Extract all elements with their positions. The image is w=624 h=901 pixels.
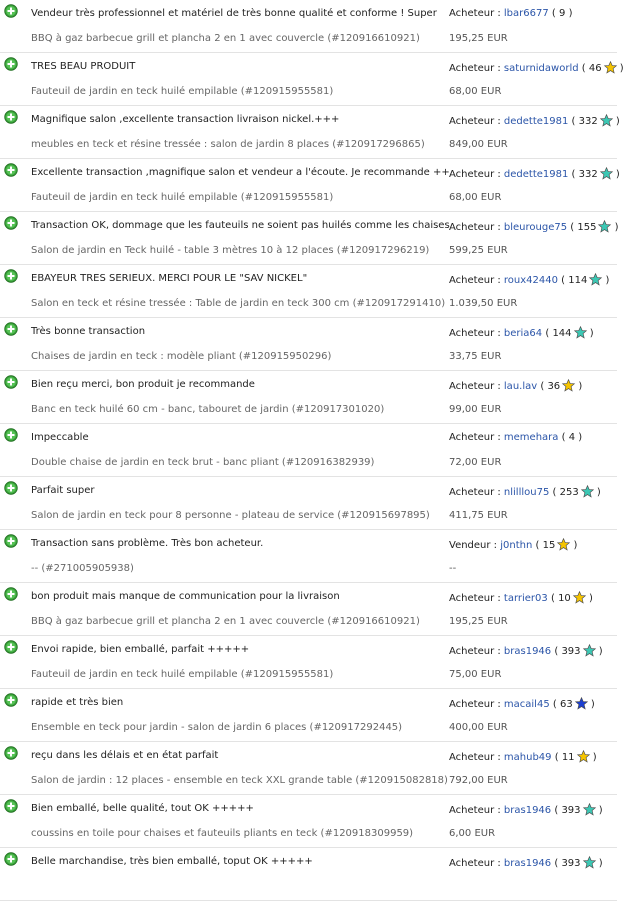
user-link[interactable]: saturnidaworld [503, 63, 579, 74]
user-link[interactable]: beria64 [503, 328, 543, 339]
counterparty-info [449, 220, 619, 233]
feedback-score[interactable]: 11 [561, 752, 575, 763]
counterparty-info [449, 591, 593, 604]
feedback-score[interactable]: 332 [578, 169, 598, 180]
score-open: ( [540, 381, 548, 392]
star-icon [583, 856, 596, 869]
role-label: Acheteur : [449, 63, 504, 74]
counterparty-info [449, 432, 582, 443]
price: 68,00 EUR [449, 192, 502, 203]
item-title[interactable]: Chaises de jardin en teck : modèle pliant (#120915950296) [31, 351, 332, 362]
user-link[interactable]: nlilllou75 [503, 487, 550, 498]
feedback-comment: Envoi rapide, bien emballé, parfait +++++ [31, 644, 250, 655]
price: 400,00 EUR [449, 722, 508, 733]
role-label: Acheteur : [449, 646, 504, 657]
score-open: ( [571, 169, 579, 180]
counterparty-info [449, 856, 603, 869]
item-title[interactable]: Double chaise de jardin en teck brut - banc pliant (#120916382939) [31, 457, 375, 468]
plus-circle-icon[interactable] [4, 481, 18, 495]
counterparty-info [449, 485, 601, 498]
role-label: Acheteur : [449, 487, 504, 498]
price: 75,00 EUR [449, 669, 502, 680]
price: 195,25 EUR [449, 33, 508, 44]
star-icon [557, 538, 570, 551]
user-link[interactable]: lbar6677 [503, 8, 549, 19]
feedback-row [0, 530, 617, 583]
feedback-row [0, 371, 617, 424]
feedback-score[interactable]: 46 [588, 63, 602, 74]
feedback-row [0, 106, 620, 159]
feedback-comment: Bien emballé, belle qualité, tout OK +++++ [31, 803, 254, 814]
score-open: ( [550, 593, 559, 604]
counterparty-info [449, 697, 595, 710]
score-close: ) [595, 805, 603, 816]
item-title[interactable]: -- (#271005905938) [31, 563, 134, 574]
score-close: ) [570, 540, 578, 551]
item-title[interactable]: meubles en teck et résine tressée : salon de jardin 8 places (#120917296865) [31, 139, 425, 150]
user-link[interactable]: macail45 [503, 699, 550, 710]
item-title[interactable]: Banc en teck huilé 60 cm - banc, tabouret de jardin (#120917301020) [31, 404, 385, 415]
counterparty-info [449, 326, 594, 339]
score-close: ) [586, 328, 594, 339]
plus-circle-icon[interactable] [4, 4, 18, 18]
feedback-row [0, 742, 617, 795]
price: 195,25 EUR [449, 616, 508, 627]
role-label: Acheteur : [449, 116, 504, 127]
user-link[interactable]: tarrier03 [503, 593, 548, 604]
feedback-score[interactable]: 63 [559, 699, 573, 710]
feedback-score[interactable]: 393 [561, 805, 581, 816]
star-icon [577, 750, 590, 763]
price: 6,00 EUR [449, 828, 496, 839]
score-close: ) [565, 8, 573, 19]
plus-circle-icon[interactable] [4, 587, 18, 601]
feedback-comment: Vendeur très professionnel et matériel de très bonne qualité et conforme ! Super [31, 8, 437, 19]
score-open: ( [552, 699, 560, 710]
score-open: ( [554, 858, 562, 869]
star-icon [583, 644, 596, 657]
feedback-row [0, 795, 617, 848]
feedback-comment: bon produit mais manque de communication pour la livraison [31, 591, 340, 602]
score-close: ) [612, 116, 620, 127]
score-close: ) [585, 593, 593, 604]
feedback-row [0, 583, 617, 636]
feedback-score[interactable]: 15 [542, 540, 556, 551]
price: 33,75 EUR [449, 351, 502, 362]
feedback-row [0, 265, 617, 318]
role-label: Acheteur : [449, 275, 504, 286]
item-title[interactable]: Ensemble en teck pour jardin - salon de jardin 6 places (#120917292445) [31, 722, 403, 733]
item-title[interactable]: Fauteuil de jardin en teck huilé empilable (#120915955581) [31, 192, 334, 203]
star-icon [604, 61, 617, 74]
user-link[interactable]: bras1946 [503, 858, 552, 869]
counterparty-info [449, 750, 597, 763]
user-link[interactable]: dedette1981 [503, 169, 569, 180]
score-open: ( [561, 275, 569, 286]
feedback-row [0, 477, 617, 530]
score-open: ( [545, 328, 553, 339]
score-close: ) [587, 699, 595, 710]
score-open: ( [561, 432, 569, 443]
role-label: Acheteur : [449, 169, 504, 180]
feedback-row [0, 212, 617, 265]
counterparty-info [449, 379, 582, 392]
plus-circle-icon[interactable] [4, 269, 18, 283]
price: 68,00 EUR [449, 86, 502, 97]
feedback-comment: Parfait super [31, 485, 95, 496]
role-label: Acheteur : [449, 381, 504, 392]
score-open: ( [535, 540, 543, 551]
user-link[interactable]: roux42440 [503, 275, 558, 286]
star-icon [573, 591, 586, 604]
star-icon [575, 697, 588, 710]
feedback-score[interactable]: 9 [559, 8, 566, 19]
price: 99,00 EUR [449, 404, 502, 415]
item-title[interactable]: Salon de jardin en Teck huilé - table 3 mètres 10 à 12 places (#120917296219) [31, 245, 430, 256]
role-label: Acheteur : [449, 432, 504, 443]
item-title[interactable]: Fauteuil de jardin en teck huilé empilable (#120915955581) [31, 669, 334, 680]
counterparty-info [449, 167, 620, 180]
plus-circle-icon[interactable] [4, 163, 18, 177]
star-icon [581, 485, 594, 498]
score-open: ( [581, 63, 589, 74]
price: 1.039,50 EUR [449, 298, 518, 309]
feedback-score[interactable]: 144 [552, 328, 572, 339]
item-title[interactable]: BBQ à gaz barbecue grill et plancha 2 en 1 avec couvercle (#120916610921) [31, 616, 420, 627]
feedback-score[interactable]: 253 [559, 487, 579, 498]
score-open: ( [554, 646, 562, 657]
item-title[interactable]: Salon de jardin en teck pour 8 personne - plateau de service (#120915697895) [31, 510, 430, 521]
feedback-score[interactable]: 4 [568, 432, 576, 443]
plus-circle-icon[interactable] [4, 640, 18, 654]
role-label: Vendeur : [449, 540, 501, 551]
feedback-row [0, 53, 624, 106]
feedback-comment: Bien reçu merci, bon produit je recommande [31, 379, 255, 390]
score-open: ( [571, 116, 579, 127]
user-link[interactable]: bras1946 [503, 646, 552, 657]
star-icon [600, 167, 613, 180]
price: 792,00 EUR [449, 775, 508, 786]
score-close: ) [611, 222, 619, 233]
score-open: ( [554, 805, 562, 816]
feedback-row [0, 318, 617, 371]
plus-circle-icon[interactable] [4, 57, 18, 71]
plus-circle-icon[interactable] [4, 852, 18, 866]
counterparty-info [449, 61, 624, 74]
price: 849,00 EUR [449, 139, 508, 150]
role-label: Acheteur : [449, 328, 504, 339]
feedback-comment: TRES BEAU PRODUIT [31, 61, 136, 72]
score-close: ) [575, 432, 583, 443]
score-open: ( [570, 222, 578, 233]
role-label: Acheteur : [449, 593, 504, 604]
user-link[interactable]: lau.lav [503, 381, 538, 392]
price: 599,25 EUR [449, 245, 508, 256]
feedback-row [0, 848, 617, 901]
role-label: Acheteur : [449, 699, 504, 710]
plus-circle-icon[interactable] [4, 375, 18, 389]
counterparty-info [449, 803, 603, 816]
feedback-row [0, 424, 617, 477]
feedback-score[interactable]: 393 [561, 646, 581, 657]
plus-circle-icon[interactable] [4, 428, 18, 442]
star-icon [600, 114, 613, 127]
user-link[interactable]: dedette1981 [503, 116, 569, 127]
item-title[interactable]: Fauteuil de jardin en teck huilé empilable (#120915955581) [31, 86, 334, 97]
price: 72,00 EUR [449, 457, 502, 468]
score-close: ) [616, 63, 624, 74]
role-label: Acheteur : [449, 805, 504, 816]
score-close: ) [595, 858, 603, 869]
feedback-comment: Transaction OK, dommage que les fauteuils ne soient pas huilés comme les chaises [31, 220, 450, 231]
score-open: ( [552, 487, 560, 498]
plus-circle-icon[interactable] [4, 216, 18, 230]
role-label: Acheteur : [449, 222, 504, 233]
star-icon [598, 220, 611, 233]
plus-circle-icon[interactable] [4, 110, 18, 124]
plus-circle-icon[interactable] [4, 746, 18, 760]
score-close: ) [612, 169, 620, 180]
feedback-score[interactable]: 114 [568, 275, 588, 286]
star-icon [574, 326, 587, 339]
feedback-comment: rapide et très bien [31, 697, 124, 708]
role-label: Acheteur : [449, 858, 504, 869]
feedback-row [0, 159, 620, 212]
feedback-score[interactable]: 393 [561, 858, 581, 869]
plus-circle-icon[interactable] [4, 534, 18, 548]
role-label: Acheteur : [449, 752, 504, 763]
item-title[interactable]: Salon de jardin : 12 places - ensemble en teck XXL grande table (#120915082818) [31, 775, 448, 786]
score-close: ) [589, 752, 597, 763]
score-close: ) [575, 381, 583, 392]
star-icon [589, 273, 602, 286]
user-link[interactable]: bras1946 [503, 805, 552, 816]
counterparty-info [449, 644, 603, 657]
role-label: Acheteur : [449, 8, 504, 19]
score-open: ( [554, 752, 562, 763]
counterparty-info [449, 538, 577, 551]
plus-circle-icon[interactable] [4, 799, 18, 813]
counterparty-info [449, 114, 620, 127]
user-link[interactable]: mahub49 [503, 752, 552, 763]
user-link[interactable]: j0nthn [500, 540, 533, 551]
score-close: ) [602, 275, 610, 286]
score-open: ( [551, 8, 560, 19]
score-close: ) [595, 646, 603, 657]
feedback-score[interactable]: 332 [578, 116, 598, 127]
feedback-row [0, 0, 617, 53]
feedback-comment: Excellente transaction ,magnifique salon et vendeur a l'écoute. Je recommande ++ [31, 167, 450, 178]
item-title[interactable]: Salon en teck et résine tressée : Table de jardin en teck 300 cm (#120917291410) [31, 298, 446, 309]
feedback-row [0, 636, 617, 689]
feedback-score[interactable]: 10 [558, 593, 571, 604]
feedback-comment: Magnifique salon ,excellente transaction livraison nickel.+++ [31, 114, 340, 125]
feedback-comment: Impeccable [31, 432, 89, 443]
feedback-score[interactable]: 155 [577, 222, 597, 233]
feedback-comment: Belle marchandise, très bien emballé, toput OK +++++ [31, 856, 313, 867]
feedback-comment: reçu dans les délais et en état parfait [31, 750, 219, 761]
feedback-row [0, 689, 617, 742]
star-icon [562, 379, 575, 392]
plus-circle-icon[interactable] [4, 693, 18, 707]
user-link[interactable]: memehara [503, 432, 559, 443]
item-title[interactable]: coussins en toile pour chaises et fauteuils pliants en teck (#120918309959) [31, 828, 414, 839]
feedback-comment: Transaction sans problème. Très bon acheteur. [31, 538, 264, 549]
feedback-score[interactable]: 36 [547, 381, 561, 392]
counterparty-info [449, 8, 572, 19]
score-close: ) [593, 487, 601, 498]
feedback-comment: EBAYEUR TRES SERIEUX. MERCI POUR LE "SAV NICKEL" [31, 273, 308, 284]
user-link[interactable]: bleurouge75 [503, 222, 568, 233]
price: 411,75 EUR [449, 510, 508, 521]
plus-circle-icon[interactable] [4, 322, 18, 336]
item-title[interactable]: BBQ à gaz barbecue grill et plancha 2 en 1 avec couvercle (#120916610921) [31, 33, 420, 44]
feedback-comment: Très bonne transaction [31, 326, 146, 337]
counterparty-info [449, 273, 609, 286]
price: -- [449, 563, 457, 574]
star-icon [583, 803, 596, 816]
